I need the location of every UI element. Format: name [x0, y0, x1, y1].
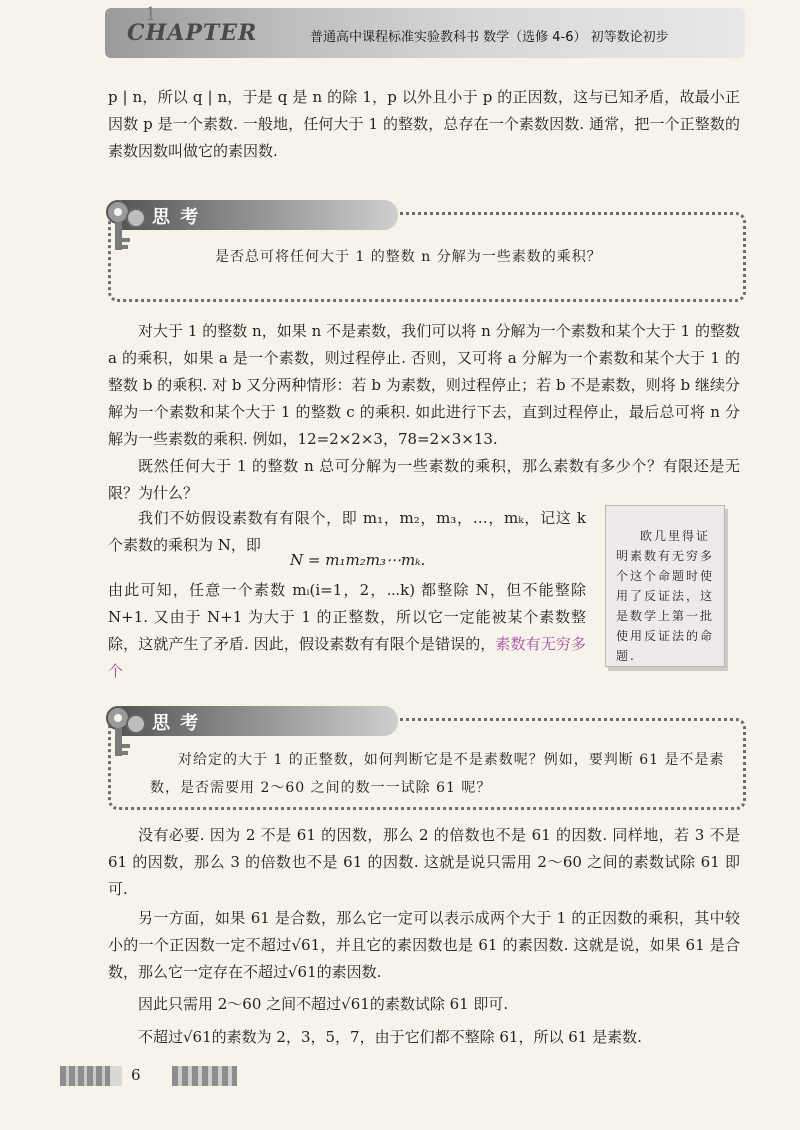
paragraph-conclusion: 不超过√61的素数为 2，3，5，7，由于它们都不整除 61，所以 61 是素数.	[138, 1028, 642, 1046]
book-title: 普通高中课程标准实验教科书 数学（选修 4-6） 初等数论初步	[310, 30, 669, 45]
infinite-primes-highlight: 素数有无穷多个	[108, 635, 586, 680]
paragraph-how-many-primes: 既然任何大于 1 的整数 n 总可分解为一些素数的乘积，那么素数有多少个？有限还是无限？为什么？	[108, 457, 740, 502]
page-number: 6	[131, 1066, 141, 1084]
chapter-label: CHAPTER	[127, 20, 258, 46]
chapter-number-mark: 1	[145, 4, 157, 25]
paragraph-composite: 另一方面，如果 61 是合数，那么它一定可以表示成两个大于 1 的正因数的乘积，其中较小的一个正因数一定不超过√61，并且它的素因数也是 61 的素因数. 这就是说，如果 61 是合数，那么它一定存在不超过√61的素因数.	[108, 909, 740, 981]
footer-bar-left-fade	[110, 1066, 122, 1086]
side-note-text: 欧几里得证明素数有无穷多个这个命题时使用了反证法，这是数学上第一批使用反证法的命题.	[616, 529, 715, 663]
paragraph-no-need: 没有必要. 因为 2 不是 61 的因数，那么 2 的倍数也不是 61 的因数. 同样地，若 3 不是 61 的因数，那么 3 的倍数也不是 61 的因数. 这就是说只需用 2～60 之间的素数试除 61 即可.	[108, 826, 740, 898]
think-label-1: 思 考	[152, 207, 201, 228]
paragraph-assume-finite: 我们不妨假设素数有有限个，即 m₁，m₂，m₃，…，mₖ，记这 k 个素数的乘积为 N，即	[108, 509, 586, 554]
think-text-1: 是否总可将任何大于 1 的整数 n 分解为一些素数的乘积？	[215, 249, 602, 265]
think-label-2: 思 考	[152, 713, 201, 734]
product-formula: N = m₁m₂m₃⋯mₖ.	[290, 551, 426, 569]
think-tab-2	[118, 706, 398, 736]
paragraph-factorization: 对大于 1 的整数 n，如果 n 不是素数，我们可以将 n 分解为一个素数和某个大于 1 的整数 a 的乘积，如果 a 是一个素数，则过程停止. 否则，又可将 a 分解为一个素数和某个大于 1 的整数 b 的乘积. 对 b 又分两种情形：若 b 为素数，则过程停止；若 b 不是素数，则将 b 继续分解为一个素数和某个大于 1 的整数 c 的乘积. 如此进行下去，直到过程停止，最后总可将 n 分解为一些素数的乘积. 例如，12=2×2×3，78=2×3×13.	[108, 322, 740, 448]
side-note-euclid	[605, 505, 725, 667]
keys-icon	[100, 702, 152, 760]
paragraph-prime-factor: p | n，所以 q | n，于是 q 是 n 的除 1，p 以外且小于 p 的正因数，这与已知矛盾，故最小正因数 p 是一个素数. 一般地，任何大于 1 的整数，总存在一个素数因数. 通常，把一个正整数的素数因数叫做它的素因数.	[108, 88, 740, 160]
page-header	[105, 4, 745, 58]
keys-icon	[100, 196, 152, 254]
paragraph-contradiction	[108, 577, 586, 685]
paragraph-only-need: 因此只需用 2～60 之间不超过√61的素数试除 61 即可.	[138, 995, 509, 1013]
contradiction-text: 由此可知，任意一个素数 mᵢ(i=1，2，⋯k) 都整除 N，但不能整除 N+1. 又由于 N+1 为大于 1 的正整数，所以它一定能被某个素数整除，这就产生了矛盾. 因此，假设素数有有限个是错误的，	[108, 581, 586, 653]
think-text-2: 对给定的大于 1 的正整数，如何判断它是不是素数呢？例如，要判断 61 是不是素数，是否需要用 2～60 之间的数一一试除 61 呢？	[150, 752, 725, 796]
think-tab-1	[118, 200, 398, 230]
footer-bar-right	[172, 1066, 237, 1086]
footer-bar-left	[60, 1066, 110, 1086]
